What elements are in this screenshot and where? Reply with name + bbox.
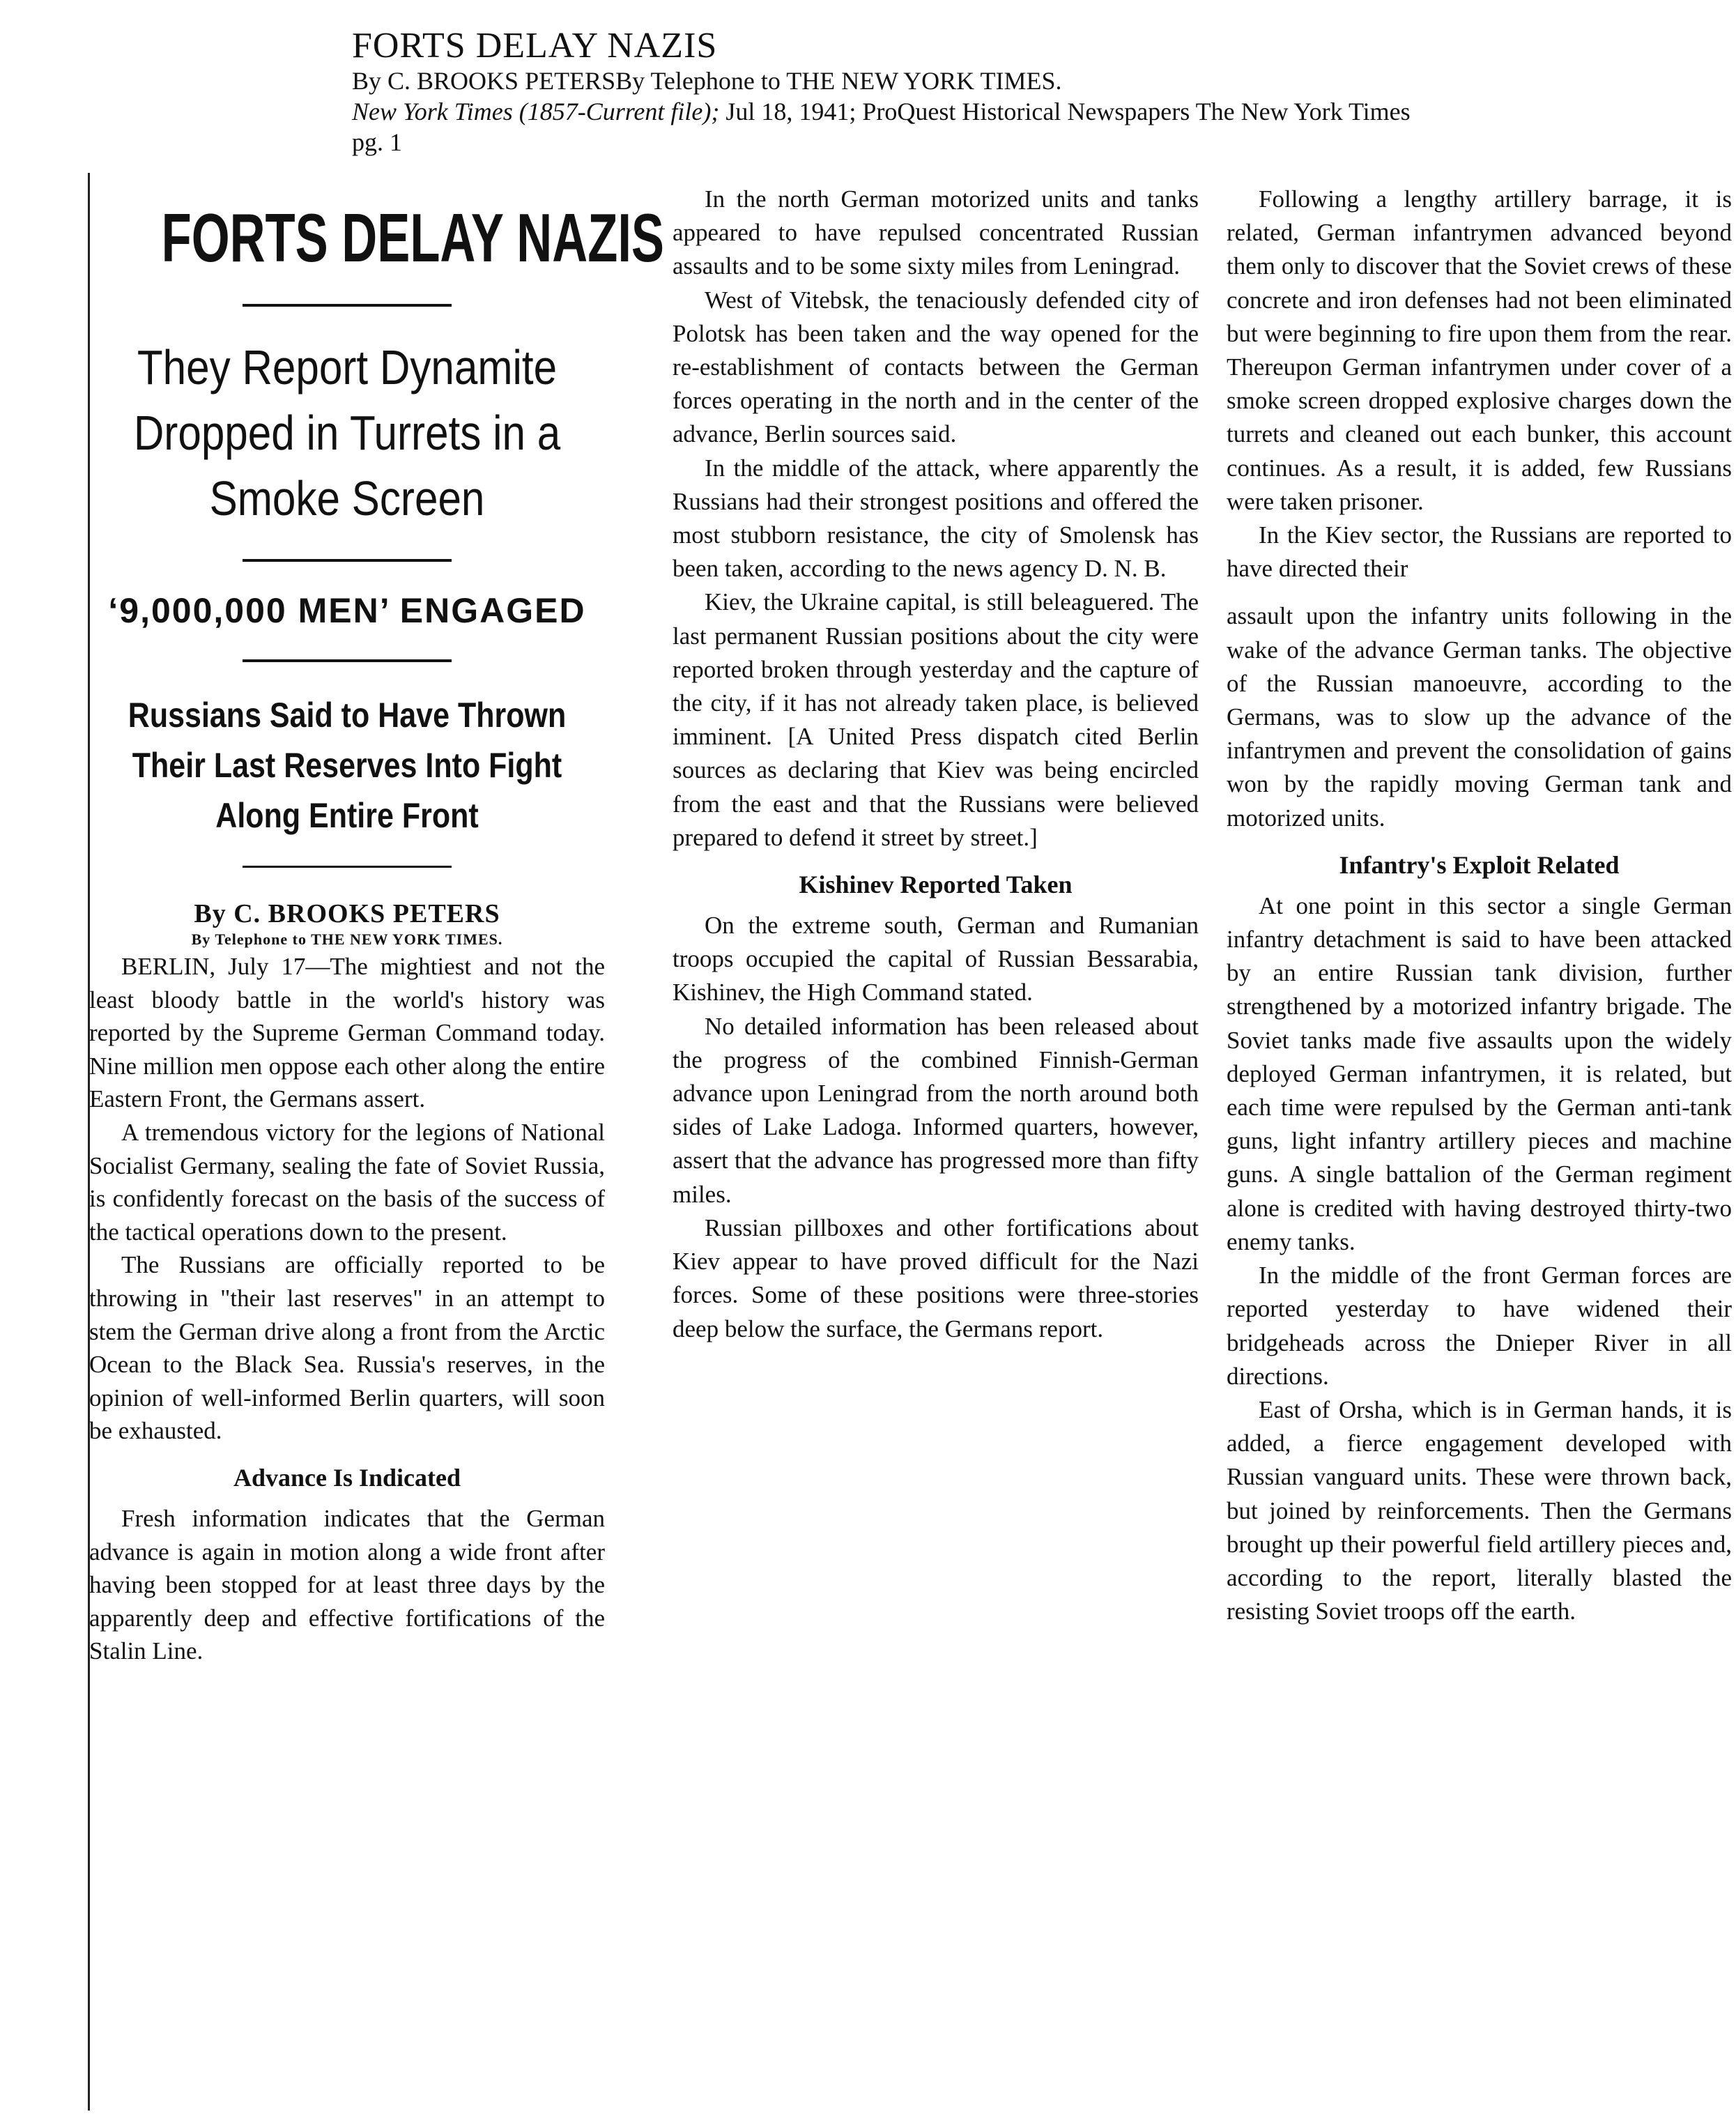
paragraph: In the middle of the front German forces are reported yesterday to have widened their bridgeheads across the Dnieper River in all directions. (1227, 1262, 1732, 1390)
subhead-kishinev: Kishinev Reported Taken (799, 871, 1073, 899)
paragraph: BERLIN, July 17—The mightiest and not the least bloody battle in the world's history was reported by the Supreme German Command today. Nine million men oppose each other along the entire Eastern Front, the Germans assert. (89, 953, 605, 1113)
citation-byline: By C. BROOKS PETERSBy Telephone to THE NEW YORK TIMES. (352, 67, 1062, 95)
citation-source: New York Times (1857-Current file); (352, 98, 720, 125)
paragraph: Kiev, the Ukraine capital, is still beleaguered. The last permanent Russian positions about the city were reported broken through yesterday and the capture of the city, if it has not already taken place, is believed imminent. [A United Press dispatch cited Berlin sources as declaring that Kiev was being encircled from the east and that the Russians were believed prepared to defend it street by street.] (673, 588, 1199, 851)
paragraph: On the extreme south, German and Rumanian troops occupied the capital of Russian Bessarabia, Kishinev, the High Command stated. (673, 912, 1199, 1006)
subhead-advance: Advance Is Indicated (233, 1463, 461, 1492)
separator (243, 659, 452, 662)
headline: FORTS DELAY NAZIS (161, 199, 664, 276)
paragraph: West of Vitebsk, the tenaciously defended city of Polotsk has been taken and the way opened for the re-establishment of contacts between the German forces operating in the north and in the center of the advance, Berlin sources said. (673, 286, 1199, 448)
column-1-body (89, 950, 605, 1448)
byline: By C. BROOKS PETERS (194, 899, 500, 928)
paragraph: In the north German motorized units and tanks appeared to have repulsed concentrated Russian assaults and to be some sixty miles from Leningrad. (673, 185, 1199, 280)
article-column-2 (673, 183, 1199, 1346)
article-column-3 (1227, 183, 1732, 1628)
byline-credit: By Telephone to THE NEW YORK TIMES. (191, 931, 503, 948)
citation-date: Jul 18, 1941; ProQuest Historical Newspapers The New York Times (725, 98, 1411, 125)
column-break (1227, 585, 1732, 599)
paragraph: At one point in this sector a single German infantry detachment is said to have been attacked by an entire Russian tank division, further strengthened by a motorized infantry brigade. The Soviet tanks made five assaults upon the widely deployed German infantrymen, it is related, but each time were repulsed by the German anti-tank guns, light infantry artillery pieces and machine guns. A single battalion of the German regiment alone is credited with having destroyed thirty-two enemy tanks. (1227, 891, 1732, 1255)
deck-3: Russians Said to Have Thrown Their Last Reserves Into Fight Along Entire Front (128, 696, 567, 835)
deck-2: ‘9,000,000 MEN’ ENGAGED (108, 591, 586, 630)
paragraph: The Russians are officially reported to be throwing in "their last reserves" in an attempt to stem the German drive along a front from the Arctic Ocean to the Black Sea. Russia's reserves, in the opinion of well-informed Berlin quarters, will soon be exhausted. (89, 1251, 605, 1445)
paragraph: In the middle of the attack, where apparently the Russians had their strongest positions and offered the most stubborn resistance, the city of Smolensk has been taken, according to the news agency D. N. B. (673, 454, 1199, 583)
citation-page: pg. 1 (352, 128, 402, 156)
citation-header (352, 26, 1676, 158)
paragraph: assault upon the infantry units following in the wake of the advance German tanks. The objective of the Russian manoeuvre, according to the Germans, was to slow up the advance of the infantrymen and prevent the consolidation of gains won by the rapidly moving German tank and motorized units. (1227, 602, 1732, 832)
citation-title: FORTS DELAY NAZIS (352, 26, 718, 66)
paragraph: East of Orsha, which is in German hands, it is added, a fierce engagement developed with Russian vanguard units. These were thrown back, but joined by reinforcements. Then the Germans brought up their powerful field artillery pieces and, according to the report, literally blasted the resisting Soviet troops off the earth. (1227, 1395, 1732, 1625)
separator (243, 559, 452, 562)
deck-1: They Report Dynamite Dropped in Turrets in a Smoke Screen (133, 340, 561, 526)
separator (243, 304, 452, 307)
subhead-infantry: Infantry's Exploit Related (1339, 850, 1620, 879)
paragraph: Russian pillboxes and other fortifications about Kiev appear to have proved difficult for the Nazi forces. Some of these positions were three-stories deep below the surface, the Germans report. (673, 1213, 1199, 1342)
paragraph: In the Kiev sector, the Russians are reported to have directed their (1227, 521, 1732, 583)
paragraph: A tremendous victory for the legions of National Socialist Germany, sealing the fate of Soviet Russia, is confidently forecast on the basis of the success of the tactical operations down to the present. (89, 1118, 605, 1246)
separator (243, 866, 452, 868)
paragraph: Following a lengthy artillery barrage, it is related, German infantrymen advanced beyond them only to discover that the Soviet crews of these concrete and iron defenses had not been eliminated but were beginning to fire upon them from the rear. Thereupon German infantrymen under cover of a smoke screen dropped explosive charges down the turrets and cleaned out each bunker, this account continues. As a result, it is added, few Russians were taken prisoner. (1227, 185, 1732, 515)
article-column-1 (89, 180, 664, 1668)
paragraph: No detailed information has been released about the progress of the combined Finnish-German advance upon Leningrad from the north around both sides of Lake Ladoga. Informed quarters, however, assert that the advance has progressed more than fifty miles. (673, 1012, 1199, 1208)
paragraph: Fresh information indicates that the German advance is again in motion along a wide front after having been stopped for at least three days by the apparently deep and effective fortifications of the Stalin Line. (89, 1504, 605, 1665)
citation-source-line (352, 96, 1676, 127)
